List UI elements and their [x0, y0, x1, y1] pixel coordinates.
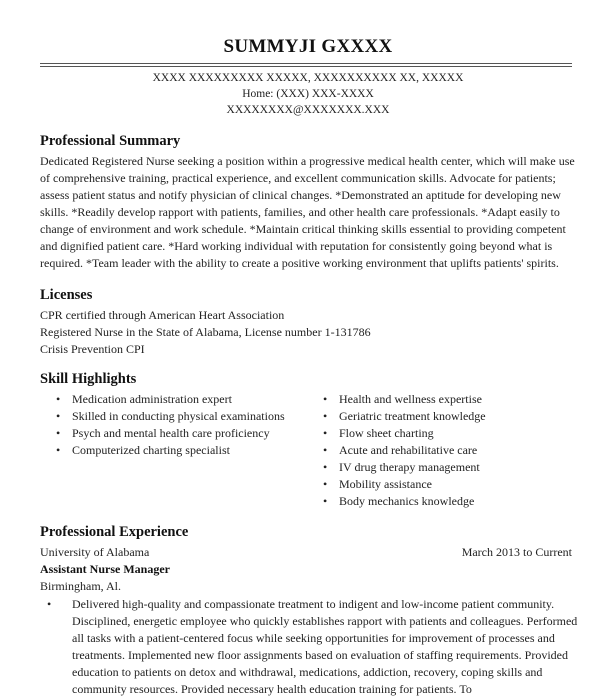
skills-list-left: [50, 391, 285, 459]
header-divider: [40, 63, 572, 67]
license-item: Crisis Prevention CPI: [40, 342, 145, 356]
skill-item: • IV drug therapy management: [317, 459, 486, 476]
skill-item: • Health and wellness expertise: [317, 391, 486, 408]
experience-bullet-text: Delivered high-quality and compassionate treatment to indigent and low-income patient community. Disciplined, energetic employee who quickly establishes rapport with patients and colleagues. Performed all tasks with a patient-centered focus while seeking opportunities for improvement of processes and treatments. Implemented new floor assignments based on evaluation of staffing requirements. Provided education to patients on detox and withdrawal, medications, addiction, recovery, coping skills and community resources. Provided necessary health education training for patients. To: [72, 597, 578, 696]
skill-item: • Computerized charting specialist: [50, 442, 285, 459]
skill-item: • Psych and mental health care proficiency: [50, 425, 285, 442]
licenses-heading: Licenses: [40, 287, 93, 303]
employer-name: University of Alabama: [40, 545, 150, 559]
contact-block: [0, 70, 616, 118]
licenses-list: [40, 307, 371, 358]
skill-item: • Mobility assistance: [317, 476, 486, 493]
contact-phone: Home: (XXX) XXX-XXXX: [242, 88, 374, 100]
contact-address: XXXX XXXXXXXXX XXXXX, XXXXXXXXXX XX, XXXXX: [152, 72, 464, 84]
skills-list-right: [317, 391, 486, 510]
skill-item: • Skilled in conducting physical examinations: [50, 408, 285, 425]
skills-heading: Skill Highlights: [40, 371, 137, 387]
job-title: Assistant Nurse Manager: [40, 562, 170, 576]
summary-heading: Professional Summary: [40, 133, 181, 149]
experience-heading: Professional Experience: [40, 524, 189, 540]
skill-item: • Flow sheet charting: [317, 425, 486, 442]
license-item: Registered Nurse in the State of Alabama, License number 1-131786: [40, 325, 371, 339]
bullet-icon: •: [47, 597, 52, 611]
experience-employer-row: [40, 544, 572, 561]
skill-item: • Body mechanics knowledge: [317, 493, 486, 510]
employment-dates: March 2013 to Current: [461, 545, 572, 559]
skill-item: • Acute and rehabilitative care: [317, 442, 486, 459]
job-location: [40, 578, 121, 595]
skill-item: • Geriatric treatment knowledge: [317, 408, 486, 425]
skill-item: • Medication administration expert: [50, 391, 285, 408]
candidate-name: SUMMYJI GXXXX: [223, 36, 393, 57]
contact-email: XXXXXXXX@XXXXXXX.XXX: [226, 104, 390, 116]
job-location-text: Birmingham, Al.: [40, 579, 121, 593]
license-item: CPR certified through American Heart Association: [40, 308, 285, 322]
summary-text: Dedicated Registered Nurse seeking a position within a progressive medical health center, which will make use of comprehensive training, practical experience, and excellent communication skills. Advocate for patients; assess patient status and notify physician of clinical changes. *Demonstrated an aptitude for developing new skills. *Readily develop rapport with patients, families, and other health care professionals. *Adapt easily to change of environment and work schedule. *Maintain critical thinking skills essential to providing competent and dignified patient care. *Hard working individual with reputation for consistently going beyond what is required. *Team leader with the ability to create a positive working environment that uplifts patients' spirits.: [40, 154, 575, 270]
